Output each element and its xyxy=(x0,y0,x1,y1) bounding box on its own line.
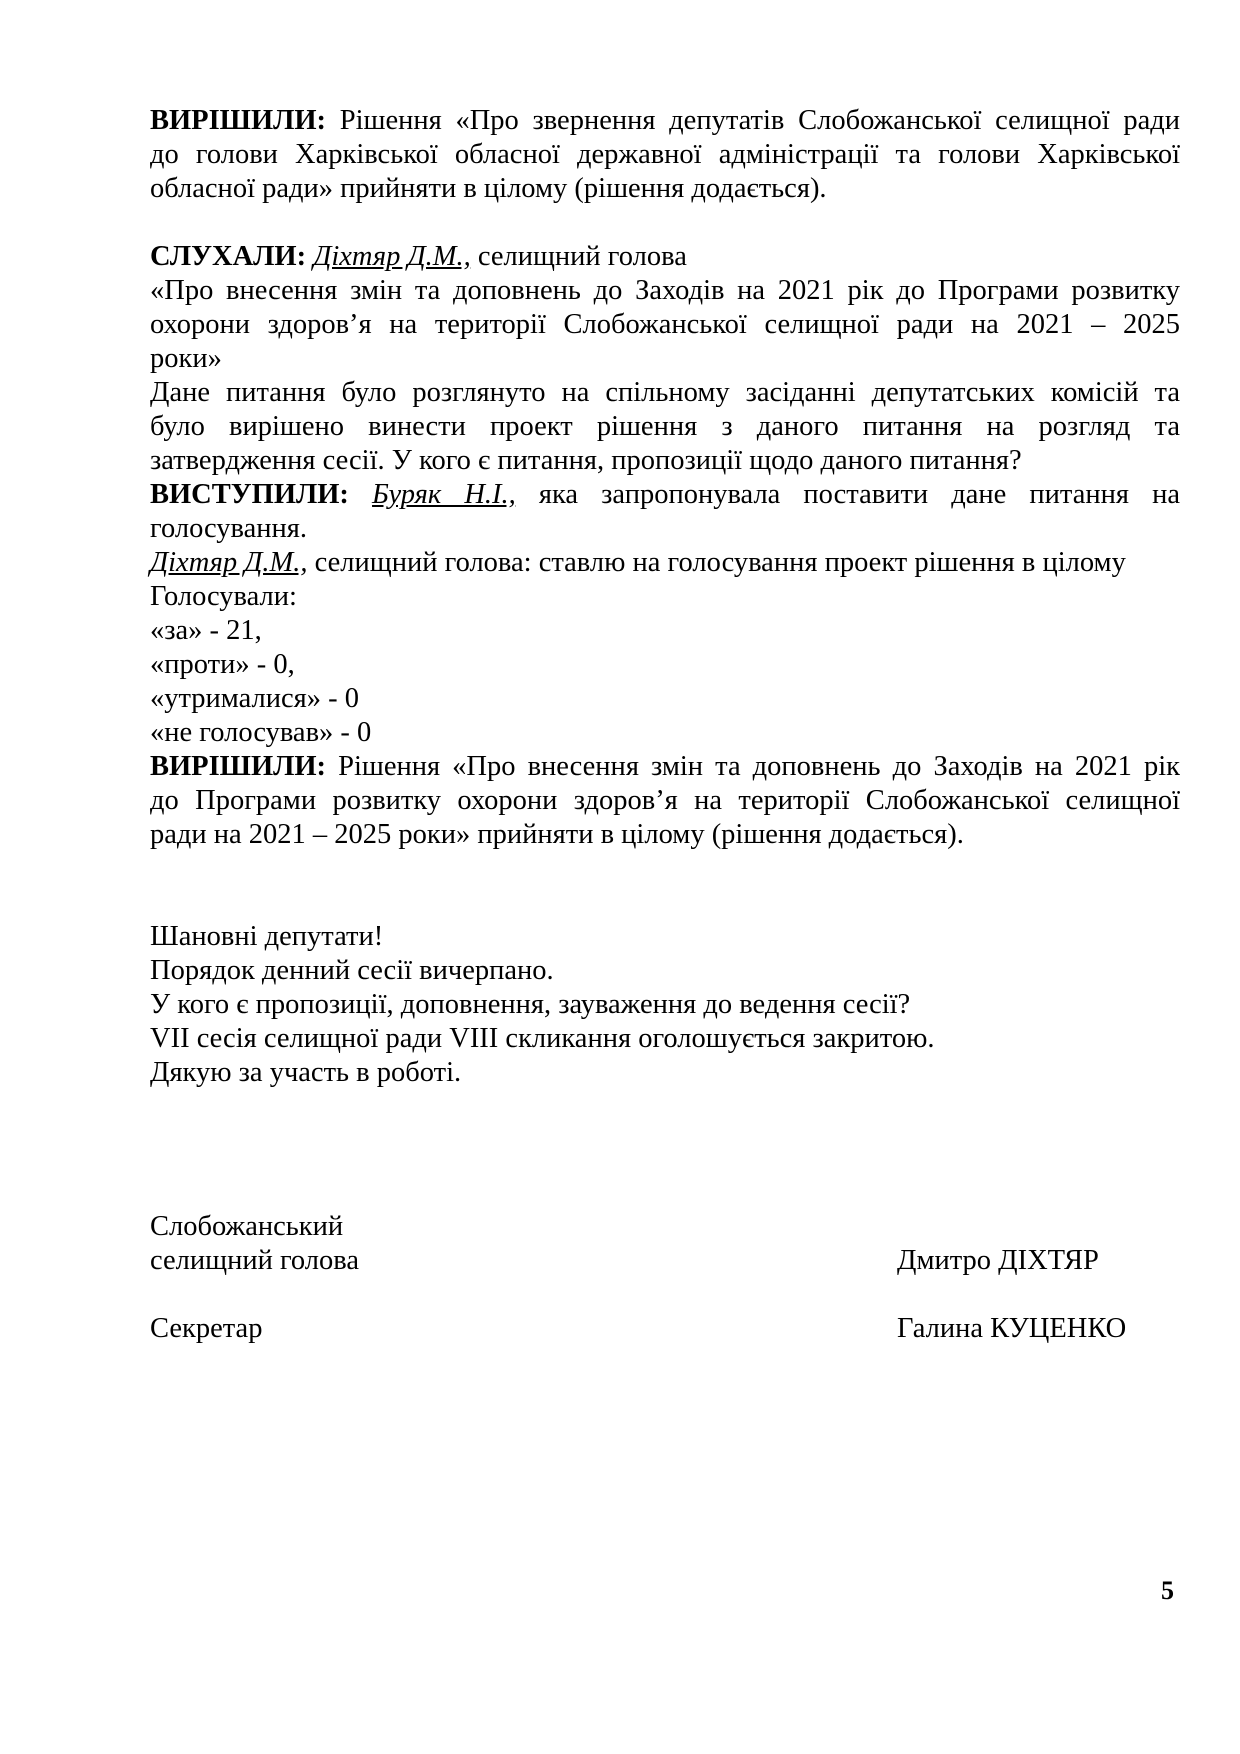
closing-line5: Дякую за участь в роботі. xyxy=(150,1057,462,1088)
heard-speaker: Діхтяр Д.М., xyxy=(313,241,471,272)
closing-line3: У кого є пропозиції, доповнення, зауваження до ведення сесії? xyxy=(150,989,911,1020)
page-number: 5 xyxy=(1161,1576,1174,1605)
heard-title-line2: охорони здоров’я на території Слобожанської селищної ради на 2021 – 2025 xyxy=(150,309,1180,340)
decision2-label: ВИРІШИЛИ: xyxy=(150,751,327,782)
decision1-line2: до голови Харківської обласної державної адміністрації та голови Харківської xyxy=(150,139,1180,170)
head-title-line1: Слобожанський xyxy=(150,1211,344,1242)
heard-text-line1: Дане питання було розглянуто на спільному засіданні депутатських комісій та xyxy=(150,377,1180,408)
head-name: Дмитро ДІХТЯР xyxy=(897,1245,1099,1276)
decision1-line1 xyxy=(150,104,1180,138)
decision2-line3: ради на 2021 – 2025 роки» прийняти в цілому (рішення додається). xyxy=(150,819,964,850)
heard-line xyxy=(150,240,1180,274)
spoke-speaker2: Діхтяр Д.М., xyxy=(150,547,308,578)
vote-for: «за» - 21, xyxy=(150,615,262,646)
heard-title-line3: роки» xyxy=(150,343,222,374)
decision2-line2: до Програми розвитку охорони здоров’я на території Слобожанської селищної xyxy=(150,785,1180,816)
decision1-label: ВИРІШИЛИ: xyxy=(150,105,327,136)
decision2-text1: Рішення «Про внесення змін та доповнень до Заходів на 2021 рік xyxy=(326,751,1180,782)
decision1-text1: Рішення «Про звернення депутатів Слобожанської селищної ради xyxy=(339,105,1181,136)
closing-line1: Шановні депутати! xyxy=(150,921,384,952)
decision1-line3: обласної ради» прийняти в цілому (рішення додається). xyxy=(150,173,827,204)
spoke-line2: голосування. xyxy=(150,513,308,544)
vote-abstained: «утрималися» - 0 xyxy=(150,683,360,714)
spoke-text2: селищний голова: ставлю на голосування проект рішення в цілому xyxy=(307,547,1126,578)
heard-title-line1: «Про внесення змін та доповнень до Заходів на 2021 рік до Програми розвитку xyxy=(150,275,1180,306)
spoke-speaker: Буряк Н.І., xyxy=(372,479,516,510)
secretary-name: Галина КУЦЕНКО xyxy=(897,1313,1127,1344)
spoke-line1 xyxy=(150,478,1180,512)
head-title-line2: селищний голова xyxy=(150,1245,360,1276)
heard-text-line3: затвердження сесії. У кого є питання, пропозиції щодо даного питання? xyxy=(150,445,1022,476)
heard-text-line2: було вирішено винести проект рішення з даного питання на розгляд та xyxy=(150,411,1180,442)
vote-against: «проти» - 0, xyxy=(150,649,295,680)
closing-line4: VII сесія селищної ради VIII скликання оголошується закритою. xyxy=(150,1023,935,1054)
heard-label: СЛУХАЛИ: xyxy=(150,241,307,272)
closing-line2: Порядок денний сесії вичерпано. xyxy=(150,955,554,986)
decision2-line1 xyxy=(150,750,1180,784)
heard-role: селищний голова xyxy=(470,241,687,272)
spoke-text1: яка запропонувала поставити дане питання на xyxy=(515,479,1180,510)
secretary-title: Секретар xyxy=(150,1313,263,1344)
voting-title: Голосували: xyxy=(150,581,297,612)
spoke-line3 xyxy=(150,546,1180,580)
spoke-label: ВИСТУПИЛИ: xyxy=(150,479,349,510)
vote-not-voted: «не голосував» - 0 xyxy=(150,717,372,748)
